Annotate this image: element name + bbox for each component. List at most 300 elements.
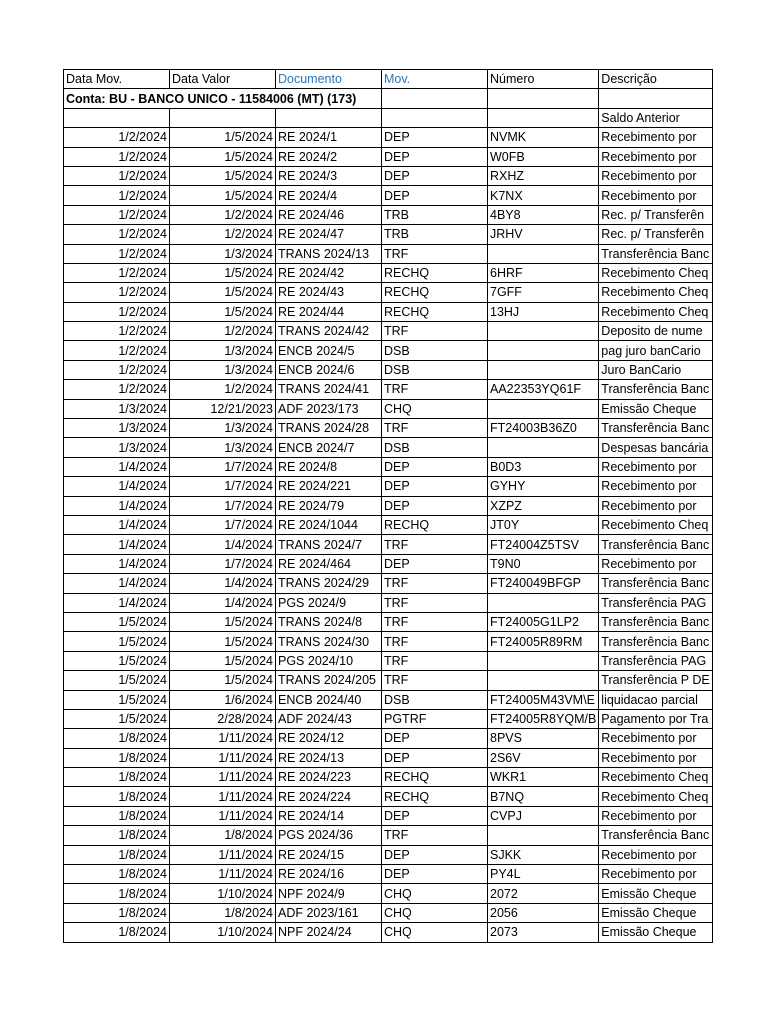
table-row xyxy=(64,671,713,690)
cell-descricao[interactable]: Rec. p/ Transferên xyxy=(599,205,712,224)
cell-data-mov[interactable]: 1/5/2024 xyxy=(64,709,170,728)
cell-mov[interactable]: DEP xyxy=(382,477,488,496)
cell-numero[interactable]: 2073 xyxy=(488,923,599,942)
cell-documento[interactable]: PGS 2024/9 xyxy=(276,593,382,612)
cell-documento[interactable]: ENCB 2024/6 xyxy=(276,360,382,379)
cell-descricao[interactable]: Recebimento por xyxy=(599,496,712,515)
cell-data-valor[interactable]: 1/5/2024 xyxy=(170,263,276,282)
cell-data-mov[interactable]: 1/2/2024 xyxy=(64,322,170,341)
cell-data-valor[interactable]: 1/10/2024 xyxy=(170,884,276,903)
cell-data-valor[interactable]: 1/11/2024 xyxy=(170,768,276,787)
cell-descricao[interactable]: Despesas bancária xyxy=(599,438,712,457)
cell-numero[interactable]: WKR1 xyxy=(488,768,599,787)
table-row xyxy=(64,903,713,922)
table-row xyxy=(64,768,713,787)
cell-numero[interactable]: FT24005M43VM\E xyxy=(488,690,599,709)
cell-descricao[interactable]: Transferência Banc xyxy=(599,535,712,554)
cell-descricao[interactable]: Recebimento por xyxy=(599,806,712,825)
cell-documento[interactable]: RE 2024/79 xyxy=(276,496,382,515)
table-row xyxy=(64,186,713,205)
cell-numero[interactable]: T9N0 xyxy=(488,554,599,573)
cell-mov[interactable]: DSB xyxy=(382,341,488,360)
cell-documento[interactable]: NPF 2024/9 xyxy=(276,884,382,903)
cell-data-mov[interactable]: 1/5/2024 xyxy=(64,690,170,709)
table-row xyxy=(64,438,713,457)
cell-mov[interactable]: DEP xyxy=(382,186,488,205)
header-data-valor[interactable]: Data Valor xyxy=(170,70,276,89)
cell-data-mov[interactable]: 1/4/2024 xyxy=(64,515,170,534)
cell-numero[interactable] xyxy=(488,593,599,612)
table-row xyxy=(64,845,713,864)
cell-mov[interactable]: TRF xyxy=(382,380,488,399)
cell-data-mov[interactable]: 1/8/2024 xyxy=(64,865,170,884)
table-row xyxy=(64,283,713,302)
cell-data-mov[interactable]: 1/8/2024 xyxy=(64,748,170,767)
cell-documento[interactable]: RE 2024/47 xyxy=(276,225,382,244)
cell-numero[interactable]: SJKK xyxy=(488,845,599,864)
cell-documento[interactable]: RE 2024/223 xyxy=(276,768,382,787)
cell-descricao[interactable]: Transferência P DE xyxy=(599,671,712,690)
cell-data-valor[interactable]: 1/7/2024 xyxy=(170,477,276,496)
table-row xyxy=(64,399,713,418)
cell-mov[interactable]: TRF xyxy=(382,419,488,438)
cell-documento[interactable]: PGS 2024/36 xyxy=(276,826,382,845)
cell-data-valor[interactable]: 1/5/2024 xyxy=(170,166,276,185)
cell-data-mov[interactable]: 1/4/2024 xyxy=(64,593,170,612)
cell-data-valor[interactable]: 1/7/2024 xyxy=(170,554,276,573)
cell-documento[interactable]: TRANS 2024/8 xyxy=(276,612,382,631)
cell-descricao[interactable]: Transferência Banc xyxy=(599,419,712,438)
header-mov[interactable]: Mov. xyxy=(382,70,488,89)
cell-numero[interactable]: FT24005R8YQM/B xyxy=(488,709,599,728)
cell-data-valor[interactable]: 1/10/2024 xyxy=(170,923,276,942)
cell-mov[interactable]: DEP xyxy=(382,748,488,767)
cell-data-valor[interactable]: 1/2/2024 xyxy=(170,205,276,224)
cell-numero[interactable]: FT24005G1LP2 xyxy=(488,612,599,631)
cell-numero[interactable] xyxy=(488,826,599,845)
cell-numero[interactable]: JT0Y xyxy=(488,515,599,534)
cell-data-mov[interactable]: 1/2/2024 xyxy=(64,166,170,185)
cell-mov[interactable]: CHQ xyxy=(382,399,488,418)
cell-data-valor[interactable]: 1/5/2024 xyxy=(170,612,276,631)
cell-data-valor[interactable]: 1/5/2024 xyxy=(170,186,276,205)
cell-data-valor[interactable]: 1/11/2024 xyxy=(170,729,276,748)
cell-numero[interactable]: CVPJ xyxy=(488,806,599,825)
table-row xyxy=(64,554,713,573)
cell-numero[interactable]: FT24004Z5TSV xyxy=(488,535,599,554)
saldo-cell-documento[interactable] xyxy=(276,108,382,127)
cell-mov[interactable]: PGTRF xyxy=(382,709,488,728)
cell-data-valor[interactable]: 1/5/2024 xyxy=(170,283,276,302)
table-row xyxy=(64,884,713,903)
cell-documento[interactable]: RE 2024/43 xyxy=(276,283,382,302)
cell-data-valor[interactable]: 1/2/2024 xyxy=(170,380,276,399)
table-row xyxy=(64,515,713,534)
cell-descricao[interactable]: Recebimento por xyxy=(599,147,712,166)
cell-mov[interactable]: CHQ xyxy=(382,903,488,922)
cell-descricao[interactable]: Recebimento por xyxy=(599,186,712,205)
cell-mov[interactable]: DEP xyxy=(382,845,488,864)
cell-documento[interactable]: TRANS 2024/41 xyxy=(276,380,382,399)
cell-data-mov[interactable]: 1/8/2024 xyxy=(64,826,170,845)
cell-numero[interactable]: 2S6V xyxy=(488,748,599,767)
cell-data-valor[interactable]: 1/11/2024 xyxy=(170,845,276,864)
saldo-cell-data-mov[interactable] xyxy=(64,108,170,127)
cell-numero[interactable] xyxy=(488,651,599,670)
cell-data-valor[interactable]: 1/5/2024 xyxy=(170,302,276,321)
table-row xyxy=(64,651,713,670)
cell-numero[interactable]: 6HRF xyxy=(488,263,599,282)
cell-descricao[interactable]: Recebimento por xyxy=(599,845,712,864)
table-row xyxy=(64,923,713,942)
cell-data-valor[interactable]: 1/7/2024 xyxy=(170,457,276,476)
cell-data-mov[interactable]: 1/4/2024 xyxy=(64,477,170,496)
cell-mov[interactable]: TRF xyxy=(382,593,488,612)
cell-mov[interactable]: TRF xyxy=(382,651,488,670)
cell-data-mov[interactable]: 1/2/2024 xyxy=(64,205,170,224)
cell-numero[interactable]: FT24003B36Z0 xyxy=(488,419,599,438)
table-row xyxy=(64,147,713,166)
cell-data-valor[interactable]: 1/5/2024 xyxy=(170,651,276,670)
cell-mov[interactable]: DEP xyxy=(382,554,488,573)
cell-descricao[interactable]: Recebimento Cheq xyxy=(599,302,712,321)
cell-mov[interactable]: TRF xyxy=(382,244,488,263)
cell-descricao[interactable]: Recebimento por xyxy=(599,166,712,185)
cell-mov[interactable]: RECHQ xyxy=(382,768,488,787)
cell-mov[interactable]: DSB xyxy=(382,690,488,709)
cell-numero[interactable] xyxy=(488,671,599,690)
header-data-mov[interactable]: Data Mov. xyxy=(64,70,170,89)
table-row xyxy=(64,787,713,806)
cell-documento[interactable]: ENCB 2024/7 xyxy=(276,438,382,457)
header-numero[interactable]: Número xyxy=(488,70,599,89)
cell-mov[interactable]: TRF xyxy=(382,671,488,690)
cell-documento[interactable]: RE 2024/2 xyxy=(276,147,382,166)
cell-mov[interactable]: TRB xyxy=(382,225,488,244)
cell-mov[interactable]: RECHQ xyxy=(382,263,488,282)
cell-descricao[interactable]: Emissão Cheque xyxy=(599,884,712,903)
cell-data-mov[interactable]: 1/8/2024 xyxy=(64,729,170,748)
cell-mov[interactable]: RECHQ xyxy=(382,787,488,806)
table-row xyxy=(64,457,713,476)
cell-numero[interactable]: JRHV xyxy=(488,225,599,244)
cell-documento[interactable]: ADF 2023/173 xyxy=(276,399,382,418)
cell-mov[interactable]: TRF xyxy=(382,322,488,341)
header-row xyxy=(64,70,713,89)
table-row xyxy=(64,128,713,147)
cell-data-valor[interactable]: 1/11/2024 xyxy=(170,787,276,806)
cell-data-valor[interactable]: 1/8/2024 xyxy=(170,826,276,845)
cell-data-mov[interactable]: 1/4/2024 xyxy=(64,535,170,554)
cell-documento[interactable]: ADF 2023/161 xyxy=(276,903,382,922)
cell-data-mov[interactable]: 1/4/2024 xyxy=(64,554,170,573)
cell-numero[interactable]: 13HJ xyxy=(488,302,599,321)
cell-documento[interactable]: TRANS 2024/42 xyxy=(276,322,382,341)
cell-data-valor[interactable]: 1/11/2024 xyxy=(170,806,276,825)
cell-numero[interactable]: NVMK xyxy=(488,128,599,147)
cell-data-valor[interactable]: 1/3/2024 xyxy=(170,438,276,457)
table-row xyxy=(64,322,713,341)
cell-data-mov[interactable]: 1/2/2024 xyxy=(64,244,170,263)
cell-numero[interactable]: XZPZ xyxy=(488,496,599,515)
cell-mov[interactable]: DEP xyxy=(382,806,488,825)
cell-descricao[interactable]: Deposito de nume xyxy=(599,322,712,341)
cell-mov[interactable]: DEP xyxy=(382,166,488,185)
cell-mov[interactable]: DEP xyxy=(382,865,488,884)
cell-documento[interactable]: ENCB 2024/40 xyxy=(276,690,382,709)
cell-numero[interactable] xyxy=(488,244,599,263)
cell-mov[interactable]: TRF xyxy=(382,612,488,631)
cell-documento[interactable]: TRANS 2024/7 xyxy=(276,535,382,554)
table-row xyxy=(64,419,713,438)
cell-numero[interactable]: B7NQ xyxy=(488,787,599,806)
cell-data-valor[interactable]: 1/6/2024 xyxy=(170,690,276,709)
cell-documento[interactable]: RE 2024/44 xyxy=(276,302,382,321)
cell-data-valor[interactable]: 1/8/2024 xyxy=(170,903,276,922)
cell-documento[interactable]: RE 2024/15 xyxy=(276,845,382,864)
cell-numero[interactable]: GYHY xyxy=(488,477,599,496)
cell-data-valor[interactable]: 1/4/2024 xyxy=(170,574,276,593)
spreadsheet-table xyxy=(63,69,713,943)
cell-documento[interactable]: TRANS 2024/205 xyxy=(276,671,382,690)
cell-mov[interactable]: DSB xyxy=(382,360,488,379)
cell-mov[interactable]: DEP xyxy=(382,457,488,476)
cell-data-mov[interactable]: 1/4/2024 xyxy=(64,574,170,593)
cell-mov[interactable]: DEP xyxy=(382,496,488,515)
cell-data-mov[interactable]: 1/2/2024 xyxy=(64,341,170,360)
cell-documento[interactable]: RE 2024/8 xyxy=(276,457,382,476)
cell-documento[interactable]: RE 2024/13 xyxy=(276,748,382,767)
saldo-cell-data-valor[interactable] xyxy=(170,108,276,127)
cell-documento[interactable]: RE 2024/224 xyxy=(276,787,382,806)
cell-documento[interactable]: TRANS 2024/30 xyxy=(276,632,382,651)
table-row xyxy=(64,574,713,593)
cell-mov[interactable]: TRF xyxy=(382,535,488,554)
cell-documento[interactable]: RE 2024/4 xyxy=(276,186,382,205)
cell-data-mov[interactable]: 1/2/2024 xyxy=(64,186,170,205)
cell-descricao[interactable]: Rec. p/ Transferên xyxy=(599,225,712,244)
account-cell-numero[interactable] xyxy=(488,89,599,108)
cell-numero[interactable]: 8PVS xyxy=(488,729,599,748)
cell-descricao[interactable]: Emissão Cheque xyxy=(599,903,712,922)
cell-numero[interactable]: FT24005R89RM xyxy=(488,632,599,651)
cell-descricao[interactable]: Recebimento Cheq xyxy=(599,263,712,282)
cell-documento[interactable]: RE 2024/3 xyxy=(276,166,382,185)
cell-data-valor[interactable]: 1/3/2024 xyxy=(170,419,276,438)
cell-descricao[interactable]: Transferência Banc xyxy=(599,632,712,651)
cell-data-mov[interactable]: 1/8/2024 xyxy=(64,787,170,806)
cell-descricao[interactable]: pag juro banCario xyxy=(599,341,712,360)
cell-data-mov[interactable]: 1/2/2024 xyxy=(64,302,170,321)
cell-descricao[interactable]: Transferência PAG xyxy=(599,593,712,612)
cell-mov[interactable]: CHQ xyxy=(382,923,488,942)
cell-descricao[interactable]: Emissão Cheque xyxy=(599,399,712,418)
cell-data-valor[interactable]: 1/2/2024 xyxy=(170,322,276,341)
cell-data-valor[interactable]: 1/3/2024 xyxy=(170,360,276,379)
cell-documento[interactable]: RE 2024/42 xyxy=(276,263,382,282)
cell-numero[interactable] xyxy=(488,341,599,360)
cell-descricao[interactable]: Juro BanCario xyxy=(599,360,712,379)
cell-documento[interactable]: PGS 2024/10 xyxy=(276,651,382,670)
cell-numero[interactable]: 2056 xyxy=(488,903,599,922)
cell-numero[interactable]: AA22353YQ61F xyxy=(488,380,599,399)
cell-numero[interactable] xyxy=(488,322,599,341)
cell-documento[interactable]: RE 2024/1 xyxy=(276,128,382,147)
cell-descricao[interactable]: Pagamento por Tra xyxy=(599,709,712,728)
cell-mov[interactable]: RECHQ xyxy=(382,302,488,321)
cell-descricao[interactable]: Transferência Banc xyxy=(599,574,712,593)
cell-data-mov[interactable]: 1/8/2024 xyxy=(64,884,170,903)
table-row xyxy=(64,632,713,651)
cell-data-mov[interactable]: 1/3/2024 xyxy=(64,419,170,438)
cell-descricao[interactable]: liquidacao parcial xyxy=(599,690,712,709)
cell-documento[interactable]: ENCB 2024/5 xyxy=(276,341,382,360)
cell-mov[interactable]: RECHQ xyxy=(382,283,488,302)
cell-data-mov[interactable]: 1/8/2024 xyxy=(64,806,170,825)
cell-data-valor[interactable]: 1/5/2024 xyxy=(170,671,276,690)
cell-descricao[interactable]: Transferência Banc xyxy=(599,612,712,631)
cell-documento[interactable]: TRANS 2024/29 xyxy=(276,574,382,593)
cell-numero[interactable]: W0FB xyxy=(488,147,599,166)
cell-data-valor[interactable]: 1/5/2024 xyxy=(170,128,276,147)
cell-data-mov[interactable]: 1/2/2024 xyxy=(64,380,170,399)
cell-data-valor[interactable]: 1/2/2024 xyxy=(170,225,276,244)
cell-descricao[interactable]: Recebimento por xyxy=(599,128,712,147)
cell-descricao[interactable]: Transferência Banc xyxy=(599,380,712,399)
cell-data-valor[interactable]: 12/21/2023 xyxy=(170,399,276,418)
cell-documento[interactable]: RE 2024/16 xyxy=(276,865,382,884)
cell-mov[interactable]: RECHQ xyxy=(382,515,488,534)
account-cell-descricao[interactable] xyxy=(599,89,712,108)
cell-data-mov[interactable]: 1/4/2024 xyxy=(64,457,170,476)
cell-data-mov[interactable]: 1/8/2024 xyxy=(64,923,170,942)
cell-documento[interactable]: RE 2024/46 xyxy=(276,205,382,224)
cell-data-valor[interactable]: 1/11/2024 xyxy=(170,748,276,767)
cell-mov[interactable]: TRF xyxy=(382,574,488,593)
cell-data-mov[interactable]: 1/5/2024 xyxy=(64,612,170,631)
cell-documento[interactable]: RE 2024/464 xyxy=(276,554,382,573)
cell-numero[interactable]: 7GFF xyxy=(488,283,599,302)
cell-descricao[interactable]: Transferência Banc xyxy=(599,826,712,845)
cell-documento[interactable]: RE 2024/221 xyxy=(276,477,382,496)
cell-numero[interactable]: K7NX xyxy=(488,186,599,205)
cell-descricao[interactable]: Recebimento Cheq xyxy=(599,787,712,806)
cell-descricao[interactable]: Recebimento Cheq xyxy=(599,283,712,302)
cell-documento[interactable]: TRANS 2024/28 xyxy=(276,419,382,438)
saldo-row xyxy=(64,108,713,127)
cell-descricao[interactable]: Recebimento por xyxy=(599,865,712,884)
cell-numero[interactable]: 4BY8 xyxy=(488,205,599,224)
cell-data-mov[interactable]: 1/3/2024 xyxy=(64,438,170,457)
cell-mov[interactable]: CHQ xyxy=(382,884,488,903)
cell-descricao[interactable]: Recebimento Cheq xyxy=(599,515,712,534)
cell-mov[interactable]: TRF xyxy=(382,826,488,845)
cell-data-valor[interactable]: 1/7/2024 xyxy=(170,515,276,534)
cell-numero[interactable] xyxy=(488,438,599,457)
table-row xyxy=(64,341,713,360)
cell-numero[interactable]: 2072 xyxy=(488,884,599,903)
cell-numero[interactable]: B0D3 xyxy=(488,457,599,476)
cell-descricao[interactable]: Transferência Banc xyxy=(599,244,712,263)
cell-data-valor[interactable]: 1/11/2024 xyxy=(170,865,276,884)
account-cell-mov[interactable] xyxy=(382,89,488,108)
header-documento[interactable]: Documento xyxy=(276,70,382,89)
cell-descricao[interactable]: Recebimento por xyxy=(599,457,712,476)
table-row xyxy=(64,593,713,612)
cell-documento[interactable]: NPF 2024/24 xyxy=(276,923,382,942)
table-row xyxy=(64,302,713,321)
table-row xyxy=(64,865,713,884)
cell-data-mov[interactable]: 1/2/2024 xyxy=(64,147,170,166)
cell-data-valor[interactable]: 2/28/2024 xyxy=(170,709,276,728)
cell-numero[interactable] xyxy=(488,360,599,379)
cell-descricao[interactable]: Recebimento por xyxy=(599,477,712,496)
cell-data-mov[interactable]: 1/2/2024 xyxy=(64,283,170,302)
cell-data-valor[interactable]: 1/5/2024 xyxy=(170,632,276,651)
cell-data-valor[interactable]: 1/3/2024 xyxy=(170,244,276,263)
cell-data-mov[interactable]: 1/8/2024 xyxy=(64,768,170,787)
cell-data-valor[interactable]: 1/4/2024 xyxy=(170,593,276,612)
cell-descricao[interactable]: Emissão Cheque xyxy=(599,923,712,942)
cell-data-mov[interactable]: 1/4/2024 xyxy=(64,496,170,515)
saldo-cell-numero[interactable] xyxy=(488,108,599,127)
cell-mov[interactable]: DEP xyxy=(382,147,488,166)
header-descricao[interactable]: Descrição xyxy=(599,70,712,89)
cell-mov[interactable]: TRF xyxy=(382,632,488,651)
cell-data-mov[interactable]: 1/5/2024 xyxy=(64,651,170,670)
cell-documento[interactable]: RE 2024/1044 xyxy=(276,515,382,534)
cell-numero[interactable]: PY4L xyxy=(488,865,599,884)
cell-data-mov[interactable]: 1/8/2024 xyxy=(64,845,170,864)
cell-mov[interactable]: DEP xyxy=(382,128,488,147)
table-row xyxy=(64,205,713,224)
cell-data-mov[interactable]: 1/2/2024 xyxy=(64,128,170,147)
cell-data-valor[interactable]: 1/5/2024 xyxy=(170,147,276,166)
account-label[interactable]: Conta: BU - BANCO UNICO - 11584006 (MT) (173) xyxy=(64,89,382,108)
saldo-anterior-label[interactable]: Saldo Anterior xyxy=(599,108,712,127)
cell-data-valor[interactable]: 1/7/2024 xyxy=(170,496,276,515)
cell-descricao[interactable]: Recebimento por xyxy=(599,729,712,748)
cell-mov[interactable]: DSB xyxy=(382,438,488,457)
cell-descricao[interactable]: Recebimento por xyxy=(599,554,712,573)
cell-data-valor[interactable]: 1/3/2024 xyxy=(170,341,276,360)
cell-data-mov[interactable]: 1/2/2024 xyxy=(64,360,170,379)
cell-mov[interactable]: DEP xyxy=(382,729,488,748)
cell-descricao[interactable]: Recebimento Cheq xyxy=(599,768,712,787)
cell-descricao[interactable]: Transferência PAG xyxy=(599,651,712,670)
cell-documento[interactable]: RE 2024/12 xyxy=(276,729,382,748)
cell-documento[interactable]: ADF 2024/43 xyxy=(276,709,382,728)
cell-data-mov[interactable]: 1/3/2024 xyxy=(64,399,170,418)
cell-numero[interactable]: FT240049BFGP xyxy=(488,574,599,593)
table-row xyxy=(64,690,713,709)
cell-data-mov[interactable]: 1/2/2024 xyxy=(64,263,170,282)
cell-data-mov[interactable]: 1/5/2024 xyxy=(64,671,170,690)
cell-numero[interactable] xyxy=(488,399,599,418)
saldo-cell-mov[interactable] xyxy=(382,108,488,127)
cell-mov[interactable]: TRB xyxy=(382,205,488,224)
cell-descricao[interactable]: Recebimento por xyxy=(599,748,712,767)
cell-numero[interactable]: RXHZ xyxy=(488,166,599,185)
cell-data-mov[interactable]: 1/2/2024 xyxy=(64,225,170,244)
table-row xyxy=(64,380,713,399)
cell-documento[interactable]: TRANS 2024/13 xyxy=(276,244,382,263)
table-row xyxy=(64,729,713,748)
cell-data-mov[interactable]: 1/5/2024 xyxy=(64,632,170,651)
cell-documento[interactable]: RE 2024/14 xyxy=(276,806,382,825)
cell-data-mov[interactable]: 1/8/2024 xyxy=(64,903,170,922)
cell-data-valor[interactable]: 1/4/2024 xyxy=(170,535,276,554)
